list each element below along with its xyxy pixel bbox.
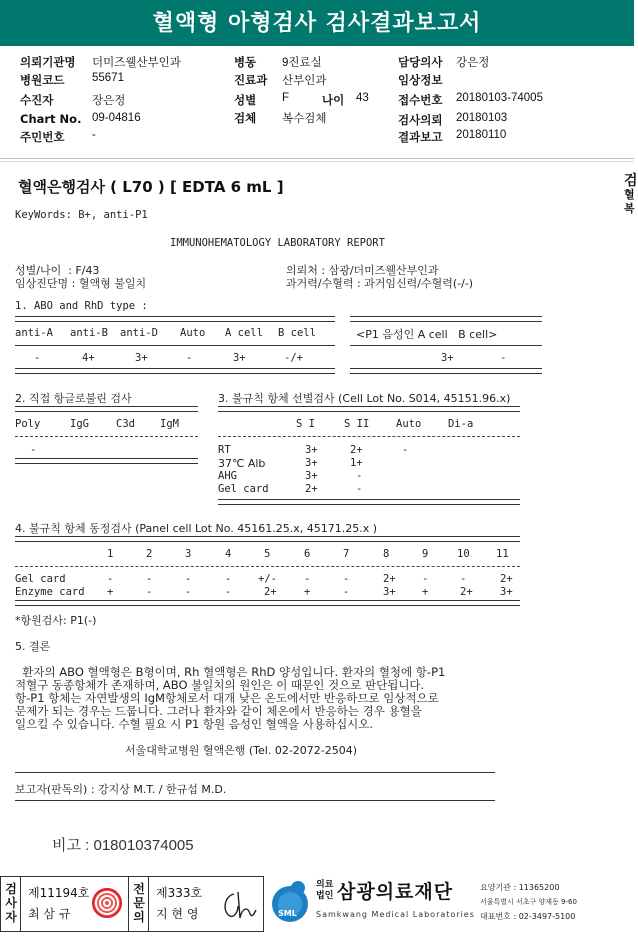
- dat-rule-bottom: [15, 458, 198, 464]
- screen-row-label: Gel card: [218, 483, 269, 495]
- abo-header-auto: Auto: [180, 327, 206, 339]
- org-address: 서울특별시 서초구 양재동 9-60: [480, 898, 577, 906]
- header-divider-2: [0, 161, 634, 162]
- abo-header-a-cell: A cell: [225, 327, 263, 339]
- panel-cell: -: [460, 573, 467, 585]
- edge-char-2: 혈: [624, 188, 635, 201]
- reporter-line: 보고자(판독의) : 강지상 M.T. / 한규섭 M.D.: [15, 783, 227, 796]
- screen-header-s2: S II: [344, 418, 370, 430]
- conclusion-line: 환자의 ABO 혈액형은 B형이며, Rh 혈액형은 RhD 양성입니다. 환자의 혈청에 항-P1: [15, 665, 446, 679]
- dat-header-igg: IgG: [70, 418, 89, 430]
- screen-cell: 2+: [305, 483, 318, 495]
- conclusion-line: 적혈구 동종항체가 존재하며, ABO 불일치의 원인은 이 때문인 것으로 판단됩니다.: [15, 678, 425, 692]
- panel-cell: -: [185, 573, 192, 585]
- abo-value-b-cell: -/+: [284, 352, 303, 364]
- panel-rule-top: [15, 536, 520, 542]
- panel-cell: 2+: [460, 586, 473, 598]
- specialist-name: 지 현 영: [156, 907, 199, 921]
- panel-cell: -: [343, 573, 350, 585]
- screen-row-label: 37℃ Alb: [218, 457, 266, 470]
- abo-value-anti-b: 4+: [82, 352, 95, 364]
- p1-header: <P1 음성인 A cell B cell>: [356, 328, 498, 341]
- specimen-value: 복수검체: [282, 113, 327, 125]
- abo-rule-top: [15, 316, 335, 322]
- p1-rule-bottom: [350, 368, 542, 374]
- institution-label: 의뢰기관명: [20, 55, 76, 69]
- resident-no-value: -: [92, 129, 96, 141]
- reporter-rule-bottom: [15, 800, 495, 801]
- abo-header-anti-d: anti-D: [120, 327, 158, 339]
- specialist-label: 전문의: [133, 882, 145, 924]
- dat-rule-top: [15, 406, 198, 412]
- sex-age-line: 성별/나이 : F/43: [15, 264, 100, 277]
- hospital-code-value: 55671: [92, 72, 124, 84]
- screen-cell: 3+: [305, 457, 318, 469]
- conclusion-line: 문제가 되는 경우는 드뭅니다. 그러나 환자와 같이 체온에서 반응하는 경우 용혈을: [15, 704, 422, 718]
- report-date-label: 결과보고: [398, 130, 443, 144]
- edge-char-3: 복: [624, 202, 635, 215]
- ward-label: 병동: [234, 55, 257, 69]
- keywords: KeyWords: B+, anti-P1: [15, 209, 148, 221]
- panel-rule-mid: [15, 566, 520, 567]
- conclusion-line: 항-P1 항체는 자연발생의 IgM항체로서 대개 낮은 온도에서만 반응하므로 임상적으로: [15, 691, 439, 705]
- request-date-label: 검사의뢰: [398, 113, 443, 127]
- org-type-2: 법인: [316, 891, 334, 901]
- screen-header-auto: Auto: [396, 418, 422, 430]
- request-date-value: 20180103: [456, 112, 508, 124]
- panel-col: 9: [422, 548, 429, 560]
- ward-value: 9진료실: [282, 57, 322, 69]
- institution-line: 서울대학교병원 혈액은행 (Tel. 02-2072-2504): [125, 744, 358, 757]
- panel-cell: 3+: [383, 586, 396, 598]
- org-english: Samkwang Medical Laboratories: [316, 910, 475, 919]
- dat-value: -: [30, 444, 37, 456]
- conclusion-line: 일으킬 수 있습니다. 수혈 필요 시 P1 항원 음성인 혈액을 사용하십시오.: [15, 717, 374, 731]
- panel-cell: +: [304, 586, 311, 598]
- remark: 비고 : 018010374005: [52, 837, 194, 854]
- panel-cell: +: [422, 586, 429, 598]
- clinical-dx-line: 임상진단명 : 혈액형 불일치: [15, 277, 147, 290]
- dat-header-igm: IgM: [160, 418, 179, 430]
- reporter-rule-top: [15, 772, 495, 773]
- screen-cell: -: [402, 444, 409, 456]
- panel-col: 1: [107, 548, 114, 560]
- screen-cell: 3+: [305, 444, 318, 456]
- sex-label: 성별: [234, 93, 257, 107]
- department-value: 산부인과: [282, 75, 327, 87]
- panel-cell: -: [225, 573, 232, 585]
- doctor-value: 강은정: [456, 57, 490, 69]
- panel-col: 7: [343, 548, 350, 560]
- antigen-test: *항원검사: P1(-): [15, 614, 97, 627]
- report-heading: IMMUNOHEMATOLOGY LABORATORY REPORT: [170, 237, 385, 249]
- inspector-stamp: [92, 888, 122, 918]
- history-line: 과거력/수혈력 : 과거임신력/수혈력(-/-): [286, 277, 474, 290]
- dat-title: 2. 직접 항글로불린 검사: [15, 392, 132, 405]
- org-type-1: 의료: [316, 880, 334, 890]
- signature-divider: [148, 876, 149, 931]
- resident-no-label: 주민번호: [20, 130, 65, 144]
- screen-row-label: AHG: [218, 470, 237, 482]
- p1-rule-mid: [350, 345, 542, 346]
- p1-value-b-cell: -: [500, 352, 507, 364]
- abo-header-b-cell: B cell: [278, 327, 316, 339]
- abo-value-anti-d: 3+: [135, 352, 148, 364]
- screen-cell: -: [356, 470, 363, 482]
- abo-header-anti-b: anti-B: [70, 327, 108, 339]
- panel-rule-bottom: [15, 600, 520, 606]
- specialist-signature-icon: [218, 888, 260, 922]
- org-phone: 대표번호 : 02-3497-5100: [480, 912, 576, 921]
- p1-value-a-cell: 3+: [441, 352, 454, 364]
- panel-col: 2: [146, 548, 153, 560]
- report-date-value: 20180110: [456, 129, 507, 141]
- panel-row-label: Enzyme card: [15, 586, 85, 598]
- panel-cell: -: [304, 573, 311, 585]
- panel-cell: +: [107, 586, 114, 598]
- panel-cell: -: [146, 573, 153, 585]
- panel-col: 4: [225, 548, 232, 560]
- abo-rule-mid: [15, 345, 335, 346]
- patient-value: 장은정: [92, 95, 126, 107]
- report-title: 혈액형 아형검사 검사결과보고서: [0, 0, 634, 46]
- screen-cell: 2+: [350, 444, 363, 456]
- specialist-license: 제333호: [156, 886, 203, 900]
- specimen-label: 검체: [234, 111, 257, 125]
- receipt-no-value: 20180103-74005: [456, 92, 543, 104]
- panel-cell: -: [343, 586, 350, 598]
- inspector-license: 제11194호: [28, 886, 90, 900]
- chart-no-value: 09-04816: [92, 112, 141, 124]
- panel-col: 3: [185, 548, 192, 560]
- requester-line: 의뢰처 : 삼광/더미즈웰산부인과: [286, 264, 439, 277]
- abo-value-a-cell: 3+: [233, 352, 246, 364]
- logo-text: SML: [278, 909, 297, 918]
- screen-rule-top: [218, 406, 520, 412]
- panel-cell: -: [146, 586, 153, 598]
- signature-divider: [20, 876, 21, 931]
- age-label: 나이: [322, 93, 345, 107]
- screen-header-dia: Di-a: [448, 418, 474, 430]
- org-code: 요양기관 : 11365200: [480, 883, 560, 892]
- clinical-info-label: 임상정보: [398, 73, 443, 87]
- signature-divider: [128, 876, 129, 931]
- inspector-label: 검사자: [5, 882, 17, 924]
- panel-col: 11: [496, 548, 509, 560]
- dat-header-c3d: C3d: [116, 418, 135, 430]
- abo-rule-bottom: [15, 368, 335, 374]
- screen-rule-mid: [218, 436, 520, 437]
- chart-no-label: Chart No.: [20, 112, 82, 126]
- age-value: 43: [356, 92, 369, 104]
- panel-cell: -: [107, 573, 114, 585]
- abo-title: 1. ABO and RhD type :: [15, 300, 148, 312]
- panel-row-label: Gel card: [15, 573, 66, 585]
- panel-title: 4. 불규칙 항체 동정검사 (Panel cell Lot No. 45161.25.x, 45171.25.x ): [15, 522, 378, 535]
- screen-cell: 3+: [305, 470, 318, 482]
- inspector-name: 최 삼 규: [28, 907, 71, 921]
- org-name: 삼광의료재단: [337, 881, 454, 903]
- institution-value: 더미즈웰산부인과: [92, 57, 181, 69]
- panel-col: 8: [383, 548, 390, 560]
- panel-cell: -: [225, 586, 232, 598]
- conclusion-title: 5. 결론: [15, 640, 51, 653]
- section-title: 혈액은행검사 ( L70 ) [ EDTA 6 mL ]: [18, 178, 284, 196]
- abo-value-auto: -: [186, 352, 193, 364]
- panel-cell: +/-: [258, 573, 277, 585]
- p1-rule-top: [350, 316, 542, 322]
- department-label: 진료과: [234, 73, 268, 87]
- edge-char-1: 검: [624, 173, 638, 189]
- doctor-label: 담당의사: [398, 55, 443, 69]
- hospital-code-label: 병원코드: [20, 73, 65, 87]
- screen-header-s1: S I: [296, 418, 315, 430]
- panel-cell: 2+: [383, 573, 396, 585]
- abo-value-anti-a: -: [34, 352, 41, 364]
- screen-title: 3. 불규칙 항체 선별검사 (Cell Lot No. S014, 45151.96.x): [218, 392, 511, 405]
- panel-cell: -: [185, 586, 192, 598]
- receipt-no-label: 접수번호: [398, 93, 443, 107]
- abo-header-anti-a: anti-A: [15, 327, 53, 339]
- screen-row-label: RT: [218, 444, 231, 456]
- dat-header-poly: Poly: [15, 418, 41, 430]
- panel-col: 6: [304, 548, 311, 560]
- panel-cell: 2+: [264, 586, 277, 598]
- panel-col: 5: [264, 548, 271, 560]
- sex-value: F: [282, 92, 290, 104]
- panel-col: 10: [457, 548, 470, 560]
- patient-label: 수진자: [20, 93, 54, 107]
- screen-cell: -: [356, 483, 363, 495]
- header-divider: [0, 158, 634, 159]
- screen-cell: 1+: [350, 457, 363, 469]
- panel-cell: 3+: [500, 586, 513, 598]
- panel-cell: 2+: [500, 573, 513, 585]
- dat-rule-mid: [15, 436, 198, 437]
- panel-cell: -: [422, 573, 429, 585]
- screen-rule-bottom: [218, 499, 520, 505]
